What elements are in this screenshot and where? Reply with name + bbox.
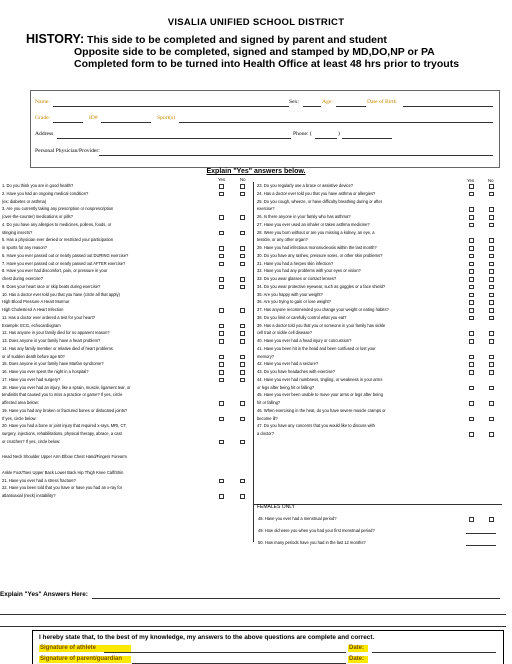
left-col-line-7: 5. Has a physician ever denied or restricted your participation — [2, 237, 114, 243]
right-col-line-5: 27. Have you ever used an inhaler or taken asthma medicine? — [257, 221, 370, 227]
left-col-no-checkbox-2[interactable] — [240, 215, 245, 220]
left-col-line-1: 2. Have you had an ongoing medical condition? — [2, 190, 89, 196]
right-col-no-checkbox-1[interactable] — [489, 192, 494, 197]
right-col-yes-checkbox-8[interactable] — [469, 262, 474, 267]
question-50: 50. How many periods have you had in the last 12 months? — [258, 540, 366, 545]
right-col-no-checkbox-12[interactable] — [489, 293, 494, 298]
right-col-no-checkbox-11[interactable] — [489, 285, 494, 290]
right-col-no-checkbox-14[interactable] — [489, 308, 494, 313]
left-col-line-15: High Blood Pressure A Heart Murmur — [2, 299, 70, 305]
left-col-line-37: Ankle Foot/Toes Upper Back Lower Back Hip Thigh Knee Calf/Shin — [2, 469, 124, 475]
left-col-yes-checkbox-3[interactable] — [219, 231, 224, 236]
dob-label: Date of Birth — [367, 99, 397, 105]
right-col-line-10: 31. Have you had a herpes skin infection? — [257, 260, 334, 266]
left-col-yes-checkbox-18[interactable] — [219, 417, 224, 422]
left-col-line-5: 4. Do you have any allergies to medicines, pollens, foods, or — [2, 221, 112, 227]
phone-label: Phone: ( — [293, 131, 312, 137]
parent-signature-label: Signature of parent/guardian — [40, 656, 123, 662]
sports-label: Sport(s) — [157, 115, 176, 121]
address-label: Address — [35, 131, 54, 137]
right-col-line-4: 26. Is there anyone in your family who has asthma? — [257, 214, 351, 219]
answer-line-1[interactable] — [92, 598, 500, 599]
right-col-no-checkbox-19[interactable] — [489, 362, 494, 367]
left-col-yes-checkbox-0[interactable] — [219, 184, 224, 189]
right-col-yes-checkbox-4[interactable] — [469, 223, 474, 228]
right-col-yes-checkbox-5[interactable] — [469, 238, 474, 243]
left-col-line-11: 8. Have you ever had discomfort, pain, or pressure in your — [2, 268, 108, 274]
attestation-statement: I hereby state that, to the best of my knowledge, my answers to the above questions are complete and correct. — [39, 634, 375, 641]
left-col-no-checkbox-6[interactable] — [240, 262, 245, 267]
left-col-line-2: (ex: diabetes or asthma) — [2, 198, 47, 204]
right-col-yes-checkbox-20[interactable] — [469, 370, 474, 375]
left-col-yes-checkbox-8[interactable] — [219, 285, 224, 290]
left-col-line-8: in sports for any reason? — [2, 245, 48, 250]
left-col-yes-checkbox-12[interactable] — [219, 339, 224, 344]
phone-area-field[interactable] — [315, 138, 337, 139]
answer-line-2[interactable] — [0, 614, 506, 615]
left-col-yes-checkbox-15[interactable] — [219, 370, 224, 375]
right-col-line-25: 44. Have you ever had numbness, tingling, or weakness in your arms — [257, 376, 383, 382]
left-col-line-0: 1. Do you think you are in good health? — [2, 183, 74, 188]
left-col-yes-checkbox-17[interactable] — [219, 401, 224, 406]
q50-answer-field[interactable] — [466, 545, 496, 546]
age-label: Age: — [322, 99, 333, 105]
left-col-line-28: affected area below: — [2, 400, 39, 405]
left-col-no-checkbox-10[interactable] — [240, 324, 245, 329]
left-col-no-checkbox-21[interactable] — [240, 494, 245, 499]
left-col-line-30: If yes, circle below: — [2, 415, 37, 421]
left-col-line-25: 17. Have you ever had surgery? — [2, 376, 61, 382]
left-col-line-16: High Cholesterol A Heart Infection — [2, 307, 64, 312]
left-col-no-checkbox-3[interactable] — [240, 231, 245, 236]
right-col-yes-checkbox-9[interactable] — [469, 269, 474, 274]
left-col-line-17: 11. Has a doctor ever ordered a test for your heart? — [2, 314, 95, 320]
right-col-no-checkbox-10[interactable] — [489, 277, 494, 282]
left-col-line-22: or of sudden death before age 50? — [2, 353, 65, 359]
left-col-no-checkbox-1[interactable] — [240, 192, 245, 197]
parent-date-label: Date: — [349, 656, 365, 662]
right-col-line-9: 30. Do you have any rashes, pressure sores, or other skin problems? — [257, 252, 383, 258]
right-col-no-checkbox-2[interactable] — [489, 207, 494, 212]
answers-label: Explain "Yes" Answers Here: — [0, 591, 88, 598]
grade-label: Grade: — [35, 115, 51, 121]
q48-no-checkbox[interactable] — [489, 517, 494, 522]
right-col-line-32: a doctor? — [257, 431, 275, 436]
left-col-line-38: 21. Have you ever had a stress fracture? — [2, 477, 76, 483]
question-48: 48. Have you ever had a menstrual period? — [258, 516, 337, 521]
right-col-line-11: 32. Have you had any problems with your eyes or vision? — [257, 268, 361, 274]
q48-yes-checkbox[interactable] — [469, 517, 474, 522]
right-col-yes-checkbox-12[interactable] — [469, 293, 474, 298]
left-col-no-checkbox-9[interactable] — [240, 308, 245, 313]
instructions-block — [26, 33, 459, 70]
right-col-yes-checkbox-23[interactable] — [469, 417, 474, 422]
right-col-line-19: cell trait or sickle cell disease? — [257, 330, 313, 336]
right-col-line-23: 42. Have you ever had a seizure? — [257, 361, 319, 367]
right-col-no-checkbox-7[interactable] — [489, 254, 494, 259]
left-col-no-checkbox-17[interactable] — [240, 401, 245, 406]
left-col-line-32: surgery, injections, rehabilitations, physical therapy, abrace, a cast — [2, 431, 122, 436]
athlete-date-label: Date: — [349, 645, 365, 651]
left-col-line-29: 19. Have you had any broken or fractured bones or dislocated joints? — [2, 407, 128, 413]
left-col-yes-checkbox-13[interactable] — [219, 355, 224, 360]
left-col-no-checkbox-7[interactable] — [240, 277, 245, 282]
left-col-yes-checkbox-7[interactable] — [219, 277, 224, 282]
right-col-line-14: 35. Are you happy with your weight? — [257, 291, 323, 297]
left-col-line-23: 15. Does anyone in your family have Marfan syndrome? — [2, 361, 104, 367]
right-col-no-checkbox-23[interactable] — [489, 417, 494, 422]
right-col-yes-checkbox-19[interactable] — [469, 362, 474, 367]
student-info-box — [30, 90, 500, 168]
right-col-yes-checkbox-1[interactable] — [469, 192, 474, 197]
right-col-no-checkbox-8[interactable] — [489, 262, 494, 267]
right-col-no-checkbox-13[interactable] — [489, 300, 494, 305]
right-col-yes-checkbox-22[interactable] — [469, 401, 474, 406]
left-col-line-9: 6. Have you ever passed out or nearly passed out DURING exercise? — [2, 252, 129, 258]
left-col-yes-checkbox-20[interactable] — [219, 479, 224, 484]
sex-field[interactable] — [303, 106, 321, 107]
left-col-line-12: chest during exercise? — [2, 276, 43, 281]
right-col-no-checkbox-3[interactable] — [489, 215, 494, 220]
physician-field[interactable] — [99, 155, 493, 156]
instruction-line-2: Opposite side to be completed, signed and stamped by MD,DO,NP or PA — [74, 46, 435, 58]
sex-label: Sex: — [289, 99, 299, 105]
right-col-line-28: hit or falling? — [257, 400, 281, 405]
physician-label: Personal Physician/Provider: — [35, 148, 100, 154]
left-col-no-checkbox-14[interactable] — [240, 362, 245, 367]
right-col-yes-checkbox-6[interactable] — [469, 246, 474, 251]
phone-close-label: ) — [338, 131, 340, 137]
history-label: HISTORY: — [26, 32, 85, 46]
left-col-line-39: 22. Have you been told that you have or have you had an x-ray for — [2, 485, 123, 491]
left-col-no-checkbox-18[interactable] — [240, 417, 245, 422]
left-col-line-4: (over-the-counter) medications or pills? — [2, 214, 73, 219]
right-col-no-checkbox-20[interactable] — [489, 370, 494, 375]
left-col-yes-checkbox-21[interactable] — [219, 494, 224, 499]
left-col-line-14: 10. Has a doctor ever told you that you have (circle all that apply) — [2, 291, 120, 297]
yes-header-right: Yes — [467, 178, 475, 183]
instruction-line-3: Completed form to be turned into Health Office at least 48 hrs prior to tryouts — [74, 58, 460, 70]
answer-line-3[interactable] — [0, 626, 506, 627]
right-col-yes-checkbox-15[interactable] — [469, 316, 474, 321]
left-col-yes-checkbox-5[interactable] — [219, 254, 224, 259]
left-col-yes-checkbox-19[interactable] — [219, 440, 224, 445]
instruction-line-1: This side to be completed and signed by parent and student — [87, 34, 387, 46]
age-field[interactable] — [336, 106, 366, 107]
right-col-yes-checkbox-14[interactable] — [469, 308, 474, 313]
right-col-no-checkbox-21[interactable] — [489, 386, 494, 391]
right-col-line-24: 43. Do you have headaches with exercise? — [257, 369, 336, 374]
right-col-line-7: testicle, or any other organ? — [257, 237, 308, 243]
right-col-line-3: exercise? — [257, 206, 275, 212]
left-col-no-checkbox-20[interactable] — [240, 479, 245, 484]
right-col-line-18: 39. Has a doctor told you that you or someone in your family has sickle — [257, 322, 386, 328]
left-col-line-6: stinging insects? — [2, 229, 33, 235]
left-col-line-19: 12. Has anyone in your family died for no apparent reason? — [2, 330, 110, 336]
right-col-no-checkbox-18[interactable] — [489, 355, 494, 360]
right-col-line-13: 34. Do you wear protective eyewear, such as goggles or a face shield? — [257, 283, 386, 289]
left-col-line-26: 18. Have you ever had an injury, like a sprain, muscle, ligament tear, or — [2, 384, 131, 390]
right-col-line-22: memory? — [257, 353, 275, 359]
right-col-yes-checkbox-2[interactable] — [469, 207, 474, 212]
right-col-yes-checkbox-18[interactable] — [469, 355, 474, 360]
right-col-no-checkbox-0[interactable] — [489, 184, 494, 189]
name-field[interactable] — [53, 106, 289, 107]
id-field[interactable] — [101, 122, 151, 123]
left-col-no-checkbox-13[interactable] — [240, 355, 245, 360]
right-col-no-checkbox-22[interactable] — [489, 401, 494, 406]
right-col-no-checkbox-9[interactable] — [489, 269, 494, 274]
right-col-line-1: 24. Has a doctor ever told you that you have asthma or allergies? — [257, 190, 376, 196]
left-col-line-10: 7. Have you ever passed out or nearly passed out AFTER exercise? — [2, 260, 126, 266]
right-col-line-16: 37. Has anyone recommended you change your weight or eating habits? — [257, 307, 389, 312]
left-col-line-40: atlantoaxial (neck) instability? — [2, 493, 56, 498]
left-col-no-checkbox-5[interactable] — [240, 254, 245, 259]
right-col-yes-checkbox-7[interactable] — [469, 254, 474, 259]
left-col-line-20: 13. Does anyone in your family have a heart problem? — [2, 338, 101, 343]
left-col-line-18: Example: ECG, echocardiogram — [2, 322, 61, 328]
no-header-right: No — [488, 178, 494, 183]
right-col-no-checkbox-6[interactable] — [489, 246, 494, 251]
right-col-yes-checkbox-11[interactable] — [469, 285, 474, 290]
right-col-line-8: 29. Have you had infectious mononucleosis within the last month? — [257, 245, 377, 250]
right-col-line-30: become ill? — [257, 415, 278, 421]
grade-field[interactable] — [53, 122, 83, 123]
q49-answer-field[interactable] — [466, 533, 496, 534]
right-col-no-checkbox-17[interactable] — [489, 339, 494, 344]
no-header-left: No — [240, 177, 246, 182]
left-col-line-35: Head Neck Shoulder Upper Arm Elbow Chest Hand/Fingers Forearm — [2, 454, 127, 460]
left-col-yes-checkbox-10[interactable] — [219, 324, 224, 329]
right-col-line-21: 41. Have you been hit in the head and been confused or lost your — [257, 345, 376, 351]
left-col-line-31: 20. Have you had a bone or joint injury that required x-rays, MRI, CT, — [2, 423, 127, 429]
left-col-no-checkbox-19[interactable] — [240, 440, 245, 445]
sports-field[interactable] — [179, 122, 493, 123]
dob-field[interactable] — [403, 106, 493, 107]
right-col-yes-checkbox-0[interactable] — [469, 184, 474, 189]
left-col-line-27: tendinitis that caused you to miss a practice or game? If yes, circle — [2, 392, 123, 398]
right-col-no-checkbox-5[interactable] — [489, 238, 494, 243]
athlete-date-field[interactable] — [372, 652, 496, 653]
district-title: VISALIA UNIFIED SCHOOL DISTRICT — [167, 17, 345, 28]
left-col-line-21: 14. Has any family member or relative died of heart problems — [2, 345, 113, 351]
left-col-yes-checkbox-1[interactable] — [219, 192, 224, 197]
left-col-no-checkbox-4[interactable] — [240, 246, 245, 251]
right-col-line-17: 38. Do you limit or carefully control what you eat? — [257, 314, 347, 320]
address-field[interactable] — [57, 138, 291, 139]
explain-heading — [0, 168, 512, 175]
left-col-no-checkbox-16[interactable] — [240, 378, 245, 383]
left-col-line-24: 16. Have you ever spent the night in a hospital? — [2, 369, 89, 374]
left-col-yes-checkbox-14[interactable] — [219, 362, 224, 367]
left-col-no-checkbox-15[interactable] — [240, 370, 245, 375]
explain-title: Explain "Yes" answers below. — [206, 168, 306, 175]
right-col-line-29: 46. When exercising in the heat, do you have severe muscle cramps or — [257, 407, 386, 413]
right-col-no-checkbox-4[interactable] — [489, 223, 494, 228]
right-col-yes-checkbox-10[interactable] — [469, 277, 474, 282]
right-col-line-31: 47. Do you have any concerns that you would like to discuss with — [257, 423, 375, 429]
left-col-no-checkbox-11[interactable] — [240, 331, 245, 336]
left-col-yes-checkbox-9[interactable] — [219, 308, 224, 313]
left-col-yes-checkbox-6[interactable] — [219, 262, 224, 267]
athlete-signature-field[interactable] — [104, 652, 346, 653]
right-col-yes-checkbox-24[interactable] — [469, 432, 474, 437]
right-col-line-20: 40. Have you ever had a head injury or concussion? — [257, 338, 352, 343]
left-col-yes-checkbox-2[interactable] — [219, 215, 224, 220]
athlete-signature-label: Signature of athlete — [40, 645, 97, 651]
id-label: ID# — [89, 115, 98, 121]
right-col-line-12: 33. Do you wear glasses or contact lenses? — [257, 276, 337, 281]
right-col-line-15: 36. Are you trying to gain or lose weight? — [257, 299, 331, 305]
right-col-yes-checkbox-3[interactable] — [469, 215, 474, 220]
right-col-line-0: 23. Do you regularly use a brace or assistive device? — [257, 183, 354, 188]
right-col-no-checkbox-15[interactable] — [489, 316, 494, 321]
column-divider — [253, 182, 254, 542]
left-col-no-checkbox-12[interactable] — [240, 339, 245, 344]
right-col-no-checkbox-24[interactable] — [489, 432, 494, 437]
right-col-line-26: or legs after being hit or falling? — [257, 384, 315, 390]
right-col-line-6: 28. Were you born without or are you missing a kidney, an eye, a — [257, 229, 375, 235]
females-title: FEMALES ONLY — [257, 504, 295, 510]
left-col-line-13: 9. Does your heart race or skip beats during exercise? — [2, 283, 101, 289]
left-col-yes-checkbox-11[interactable] — [219, 331, 224, 336]
right-col-yes-checkbox-16[interactable] — [469, 331, 474, 336]
left-col-yes-checkbox-4[interactable] — [219, 246, 224, 251]
right-col-yes-checkbox-21[interactable] — [469, 386, 474, 391]
right-col-yes-checkbox-17[interactable] — [469, 339, 474, 344]
phone-number-field[interactable] — [342, 138, 392, 139]
right-col-line-27: 45. Have you ever been unable to move your arms or legs after being — [257, 392, 383, 398]
right-col-no-checkbox-16[interactable] — [489, 331, 494, 336]
yes-header-left: Yes — [218, 177, 226, 182]
question-49: 49. How old were you when you had your first menstrual period? — [258, 528, 375, 533]
name-label: Name: — [35, 99, 50, 105]
left-col-line-3: 3. Are you currently taking any prescription or nonprescription — [2, 206, 114, 212]
left-col-yes-checkbox-16[interactable] — [219, 378, 224, 383]
right-col-line-2: 25. Do you cough, wheeze, or have difficulty breathing during or after — [257, 198, 383, 204]
left-col-line-33: or crutches? If yes, circle below: — [2, 438, 61, 444]
left-col-no-checkbox-0[interactable] — [240, 184, 245, 189]
left-col-no-checkbox-8[interactable] — [240, 285, 245, 290]
right-col-yes-checkbox-13[interactable] — [469, 300, 474, 305]
